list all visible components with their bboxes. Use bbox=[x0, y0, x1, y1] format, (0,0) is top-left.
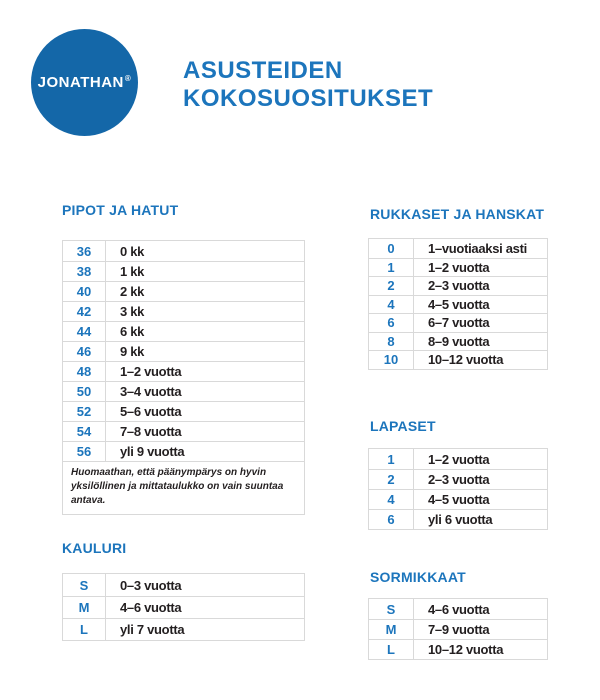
table-row bbox=[369, 313, 547, 332]
table-row bbox=[369, 449, 547, 469]
section-title-lapaset: LAPASET bbox=[370, 418, 436, 434]
age-cell: 0 kk bbox=[120, 243, 145, 259]
age-cell: 3 kk bbox=[120, 304, 145, 319]
age-cell: yli 6 vuotta bbox=[428, 512, 493, 527]
age-cell: 2–3 vuotta bbox=[428, 472, 490, 487]
table-row bbox=[63, 281, 304, 301]
size-cell: 10 bbox=[369, 351, 414, 369]
age-cell: yli 9 vuotta bbox=[120, 444, 185, 459]
table-row bbox=[369, 619, 547, 639]
table-row bbox=[63, 241, 304, 261]
age-cell: 4–5 vuotta bbox=[428, 296, 490, 312]
size-cell: 6 bbox=[369, 314, 414, 332]
table-row bbox=[369, 489, 547, 509]
age-cell: 1–vuotiaaksi asti bbox=[428, 240, 527, 256]
age-cell: 4–6 vuotta bbox=[428, 601, 490, 617]
registered-trademark-icon: ® bbox=[124, 74, 132, 83]
section-title-sormikkaat: SORMIKKAAT bbox=[370, 569, 466, 585]
age-cell: 5–6 vuotta bbox=[120, 404, 182, 419]
size-cell: 0 bbox=[369, 239, 414, 258]
table-row bbox=[63, 301, 304, 321]
section-title-kauluri: KAULURI bbox=[62, 540, 127, 556]
size-cell: 38 bbox=[63, 262, 106, 281]
table-row bbox=[63, 381, 304, 401]
size-cell: M bbox=[63, 597, 106, 618]
size-cell: 56 bbox=[63, 442, 106, 461]
age-cell: 4–6 vuotta bbox=[120, 600, 182, 615]
table-row bbox=[63, 321, 304, 341]
age-cell: 10–12 vuotta bbox=[428, 642, 504, 657]
size-table-sormikkaat bbox=[368, 598, 548, 660]
page-title-line2: KOKOSUOSITUKSET bbox=[183, 85, 434, 112]
table-rows bbox=[369, 599, 547, 659]
table-row bbox=[63, 341, 304, 361]
size-cell: 50 bbox=[63, 382, 106, 401]
size-cell: 42 bbox=[63, 302, 106, 321]
age-cell: 10–12 vuotta bbox=[428, 352, 504, 368]
size-cell: 52 bbox=[63, 402, 106, 421]
table-row bbox=[369, 350, 547, 369]
size-table-lapaset bbox=[368, 448, 548, 530]
size-cell: 48 bbox=[63, 362, 106, 381]
size-cell: 4 bbox=[369, 296, 414, 314]
size-table-kauluri bbox=[62, 573, 305, 641]
age-cell: 4–5 vuotta bbox=[428, 492, 490, 507]
page-title-line1: ASUSTEIDEN bbox=[183, 57, 343, 84]
size-cell: 4 bbox=[369, 490, 414, 509]
brand-logo bbox=[31, 29, 138, 136]
table-rows bbox=[369, 239, 547, 369]
age-cell: 2 kk bbox=[120, 284, 145, 299]
table-footnote: Huomaathan, että päänympärys on hyvin yksilöllinen ja mittataulukko on vain suuntaa antava. bbox=[63, 461, 304, 514]
size-table-pipot-ja-hatut bbox=[62, 240, 305, 515]
table-row bbox=[369, 295, 547, 314]
size-cell: 2 bbox=[369, 470, 414, 489]
size-cell: 2 bbox=[369, 277, 414, 295]
size-cell: S bbox=[63, 574, 106, 596]
age-cell: 1–2 vuotta bbox=[428, 451, 490, 467]
age-cell: 2–3 vuotta bbox=[428, 278, 490, 294]
age-cell: 8–9 vuotta bbox=[428, 333, 490, 349]
age-cell: yli 7 vuotta bbox=[120, 622, 185, 637]
size-cell: M bbox=[369, 620, 414, 639]
age-cell: 1–2 vuotta bbox=[428, 259, 490, 275]
table-row bbox=[369, 258, 547, 277]
size-cell: 6 bbox=[369, 510, 414, 529]
table-row bbox=[63, 618, 304, 640]
size-cell: 54 bbox=[63, 422, 106, 441]
brand-name: JONATHAN bbox=[37, 74, 124, 91]
size-cell: 1 bbox=[369, 259, 414, 277]
table-row bbox=[63, 441, 304, 461]
size-table-rukkaset-ja-hanskat bbox=[368, 238, 548, 370]
size-cell: L bbox=[63, 619, 106, 640]
table-row bbox=[369, 239, 547, 258]
table-row bbox=[369, 639, 547, 659]
age-cell: 6 kk bbox=[120, 324, 145, 339]
table-rows bbox=[63, 241, 304, 461]
table-row bbox=[63, 401, 304, 421]
size-cell: 44 bbox=[63, 322, 106, 341]
brand-logo-text bbox=[38, 74, 132, 91]
size-cell: 1 bbox=[369, 449, 414, 469]
table-row bbox=[63, 596, 304, 618]
table-row bbox=[369, 469, 547, 489]
table-rows bbox=[369, 449, 547, 529]
table-row bbox=[63, 261, 304, 281]
size-cell: L bbox=[369, 640, 414, 659]
page-title bbox=[183, 57, 433, 113]
table-row bbox=[63, 574, 304, 596]
size-cell: 40 bbox=[63, 282, 106, 301]
table-row bbox=[369, 599, 547, 619]
table-row bbox=[369, 276, 547, 295]
table-row bbox=[369, 509, 547, 529]
section-title-pipot-ja-hatut: PIPOT JA HATUT bbox=[62, 202, 179, 218]
age-cell: 7–8 vuotta bbox=[120, 424, 182, 439]
size-cell: 36 bbox=[63, 241, 106, 261]
age-cell: 1–2 vuotta bbox=[120, 364, 182, 379]
age-cell: 1 kk bbox=[120, 264, 145, 279]
table-row bbox=[369, 332, 547, 351]
age-cell: 6–7 vuotta bbox=[428, 315, 490, 331]
age-cell: 0–3 vuotta bbox=[120, 577, 182, 593]
age-cell: 3–4 vuotta bbox=[120, 384, 182, 399]
size-cell: S bbox=[369, 599, 414, 619]
table-rows bbox=[63, 574, 304, 640]
size-cell: 46 bbox=[63, 342, 106, 361]
age-cell: 9 kk bbox=[120, 344, 145, 359]
table-row bbox=[63, 421, 304, 441]
age-cell: 7–9 vuotta bbox=[428, 622, 490, 637]
size-cell: 8 bbox=[369, 333, 414, 351]
section-title-rukkaset-ja-hanskat: RUKKASET JA HANSKAT bbox=[370, 206, 545, 222]
table-row bbox=[63, 361, 304, 381]
